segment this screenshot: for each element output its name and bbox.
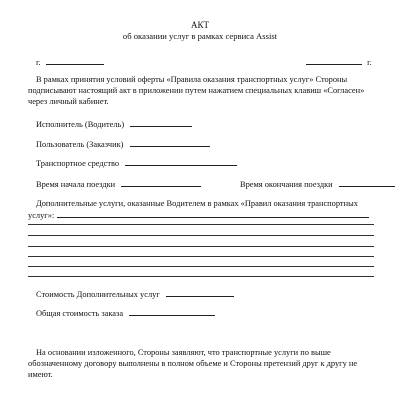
user-field	[36, 138, 210, 150]
city-prefix: г.	[36, 58, 41, 67]
user-label: Пользователь (Заказчик)	[36, 140, 124, 149]
additional-blank-line-5	[28, 266, 374, 267]
intro-line-3: через личный кабинет.	[28, 97, 109, 106]
city-field	[36, 56, 104, 68]
total-cost-field	[36, 307, 215, 319]
executor-field	[36, 118, 192, 130]
vehicle-field	[36, 157, 237, 169]
additional-line-2-row	[28, 209, 374, 221]
end-time-blank	[339, 178, 395, 187]
additional-cost-blank	[166, 288, 234, 297]
additional-blank-0	[57, 209, 369, 218]
start-time-field	[36, 178, 201, 190]
vehicle-label: Транспортное средство	[36, 159, 120, 168]
executor-blank	[130, 118, 192, 127]
date-suffix: г.	[367, 58, 372, 67]
additional-cost-field	[36, 288, 234, 300]
vehicle-blank	[125, 157, 237, 166]
intro-line-2: подписывают настоящий акт в приложении путем нажатием специальных клавиш «Согласен»	[28, 86, 365, 95]
intro-line-1: В рамках принятия условий оферты «Правила оказания транспортных услуг» Стороны	[36, 75, 348, 84]
additional-blank-line-3	[28, 246, 374, 247]
start-time-blank	[121, 178, 201, 187]
additional-blank-line-1	[28, 224, 374, 225]
additional-line-2: услуг»:	[28, 211, 55, 220]
executor-label: Исполнитель (Водитель)	[36, 120, 125, 129]
city-blank	[46, 56, 104, 65]
closing-line-3: имеют.	[28, 370, 53, 379]
document-subtitle: об оказании услуг в рамках сервиса Assist	[122, 31, 278, 41]
closing-line-1: На основании изложенного, Стороны заявляют, что транспортные услуги по выше	[36, 348, 331, 357]
additional-cost-label: Стоимость Дополнительных услуг	[36, 290, 160, 299]
end-time-label: Время окончания поездки	[240, 180, 333, 189]
end-time-field	[240, 178, 395, 190]
document-title: АКТ	[191, 20, 209, 30]
additional-line-1: Дополнительные услуги, оказанные Водителем в рамках «Правил оказания транспортных	[36, 199, 358, 208]
user-blank	[130, 138, 210, 147]
additional-blank-line-2	[28, 235, 374, 236]
additional-blank-line-4	[28, 256, 374, 257]
closing-line-2: обозначенному договору выполнены в полном объеме и Стороны претензий друг к другу не	[28, 359, 358, 368]
additional-blank-line-6	[28, 276, 374, 277]
total-cost-blank	[129, 307, 215, 316]
total-cost-label: Общая стоимость заказа	[36, 309, 124, 318]
date-field	[306, 56, 372, 68]
date-blank	[306, 56, 362, 65]
start-time-label: Время начала поездки	[36, 180, 116, 189]
